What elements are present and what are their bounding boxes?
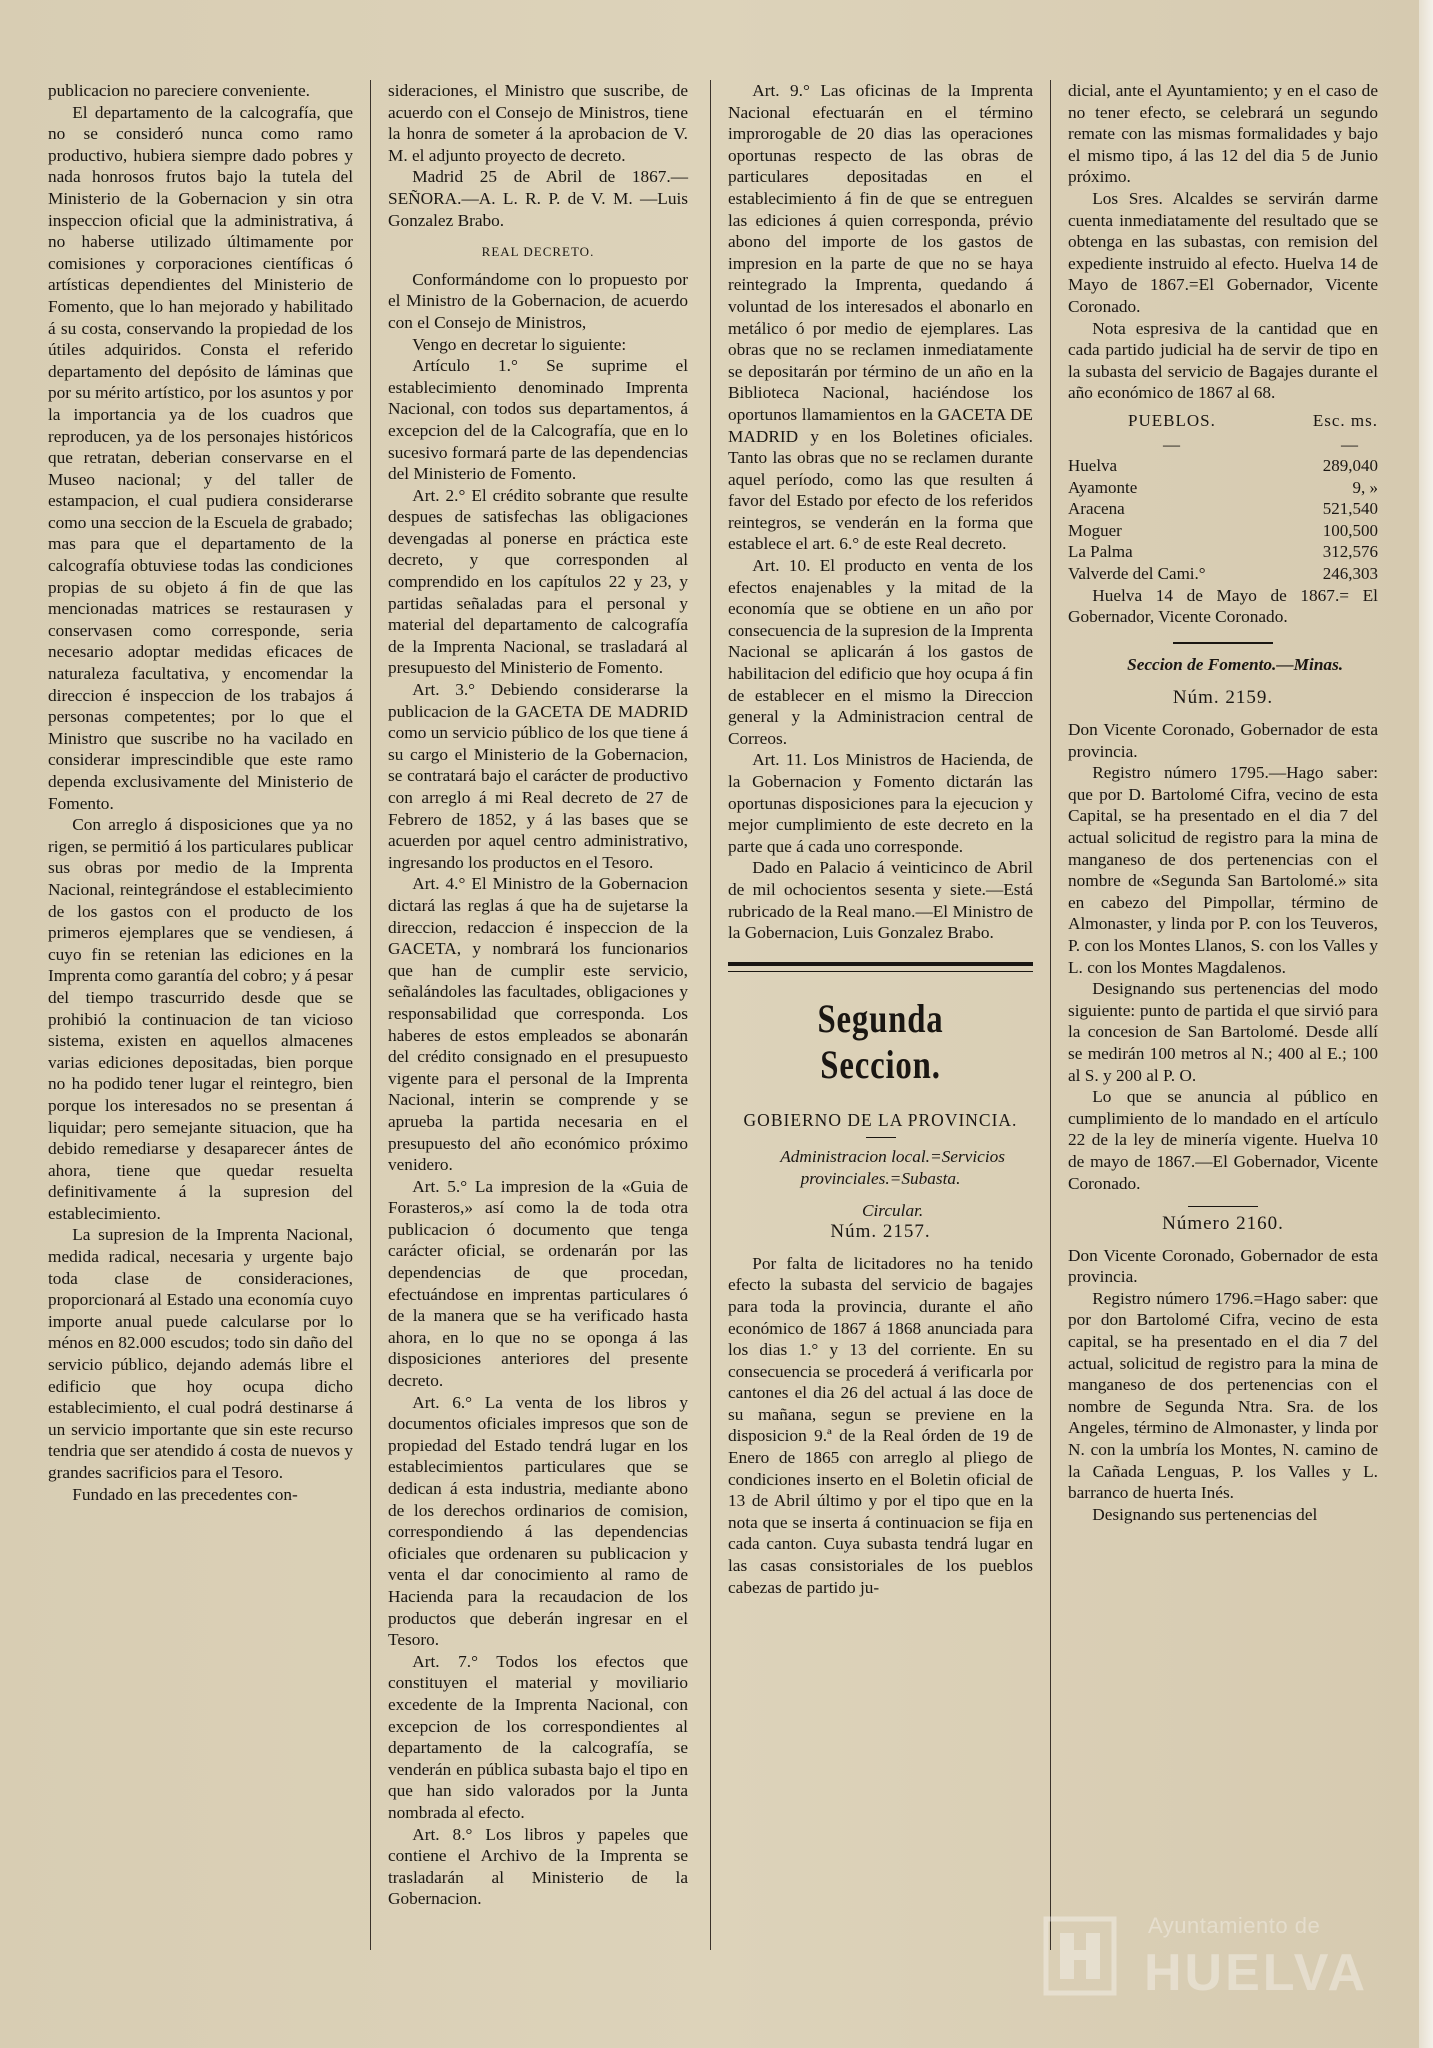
gobierno-heading: GOBIERNO DE LA PROVINCIA. xyxy=(743,1109,1018,1130)
article-7: Art. 7.° Todos los efectos que constituyen el material y moviliario excedente de la Imprenta Nacional, con excepcion de los correspondientes al departamento de la calcografía, se venderán en pública subasta bajo el tipo en que han sido valorados por la Junta nombrada al efecto. xyxy=(388,1651,688,1822)
table-row xyxy=(1068,455,1378,477)
paragraph: Dado en Palacio á veinticinco de Abril de mil ochocientos sesenta y siete.—Está rubricado de la Real mano.—El Ministro de la Gobernacion, Luis Gonzalez Brabo. xyxy=(728,858,1033,943)
paragraph: Designando sus pertenencias del modo siguiente: punto de partida el que sirvió para la concesion de San Bartolomé. Desde allí se medirán 100 metros al N.; 400 al E.; 100 al S. y 200 al P. O. xyxy=(1068,979,1378,1085)
paragraph: publicacion no pareciere conveniente. xyxy=(48,81,310,100)
pueblo-name: Aracena xyxy=(1068,499,1125,519)
paragraph: dicial, ante el Ayuntamiento; y en el caso de no tener efecto, se celebrará un segundo remate con las mismas formalidades y bajo el mismo tipo, á las 12 del dia 5 de Junio próximo. xyxy=(1068,81,1378,187)
article-1: Artículo 1.° Se suprime el establecimiento denominado Imprenta Nacional, con todos sus departamentos, á excepcion del de la Calcografía, que en lo sucesivo formará parte de las dependencias del Ministerio de Fomento. xyxy=(388,356,688,484)
admin-subheading: Administracion local.=Servicios provinciales.=Subasta. xyxy=(780,1147,1005,1188)
article-8: Art. 8.° Los libros y papeles que contiene el Archivo de la Imprenta se trasladarán al Ministerio de la Gobernacion. xyxy=(388,1824,688,1909)
table-dash: — xyxy=(1163,434,1180,454)
pueblo-name: Moguer xyxy=(1068,520,1122,540)
table-row xyxy=(1068,520,1378,542)
article-9: Art. 9.° Las oficinas de la Imprenta Nacional efectuarán en el término improrogable de 20 dias las operaciones oportunas respecto de las obras de particulares depositadas en el establecimiento á fin de que se entreguen las ediciones á quien corresponda, prévio abono del importe de los gastos de impresion en la parte de que no se haya reintegrado la Imprenta, quedando á voluntad de los interesados el abonarlo en metálico ó por medio de ejemplares. Las obras que no se reclamen inmediatamente se depositarán por término de un año en la Biblioteca Nacional, haciéndose los oportunos llamamientos en la GACETA DE MADRID y en los Boletines oficiales. Tanto las obras que no se reclamen durante aquel período, como las que resulten á favor del Estado por efecto de los referidos reintegros, se venderán en la forma que establece el art. 6.° de este Real decreto. xyxy=(728,81,1033,554)
watermark-line2: HUELVA xyxy=(1144,1944,1369,2002)
article-11: Art. 11. Los Ministros de Hacienda, de la Gobernacion y Fomento dictarán las oportunas disposiciones para la ejecucion y mejor cumplimiento de este decreto en la parte que á cada uno corresponde. xyxy=(728,750,1033,856)
short-divider xyxy=(1173,642,1273,644)
pueblos-table xyxy=(1068,404,1378,585)
article-4: Art. 4.° El Ministro de la Gobernacion dictará las reglas á que ha de sujetarse la direccion, redaccion é inspeccion de la GACETA, y nombrará los funcionarios que han de cumplir este servicio, señalándoles las facultades, obligaciones y responsabilidad que corresponda. Los haberes de estos empleados se abonarán del crédito consignado en el presupuesto vigente para el personal de la Imprenta Nacional, interin se comprende y se aprueba la partida necesaria en el presupuesto del año económico próximo venidero. xyxy=(388,874,688,1175)
section-divider xyxy=(728,962,1033,972)
short-divider xyxy=(866,1137,896,1138)
archive-watermark xyxy=(1040,1905,1370,2005)
table-row xyxy=(1068,498,1378,520)
paragraph: Los Sres. Alcaldes se servirán darme cuenta inmediatamente del resultado que se obtenga en las subastas, con remision del expediente instruido al efecto. Huelva 14 de Mayo de 1867.=El Gobernador, Vicente Coronado. xyxy=(1068,188,1378,316)
column-3 xyxy=(728,80,1033,1598)
table-header-escudos: Esc. ms. xyxy=(1312,410,1378,430)
table-row xyxy=(1068,541,1378,563)
real-decreto-heading: REAL DECRETO. xyxy=(481,244,595,260)
paragraph: Designando sus pertenencias del xyxy=(1092,1504,1318,1524)
pueblo-name: Ayamonte xyxy=(1068,477,1138,497)
paragraph: Conformándome con lo propuesto por el Ministro de la Gobernacion, de acuerdo con el Consejo de Ministros, xyxy=(388,269,688,332)
column-1 xyxy=(48,80,353,1505)
pueblo-value: 521,540 xyxy=(1322,499,1378,519)
paragraph: Registro número 1795.—Hago saber: que por D. Bartolomé Cifra, vecino de esta Capital, se ha presentado en el dia 7 del actual solicitud de registro para la mina de manganeso de dos pertenencias con el nombre de «Segunda San Bartolomé.» sita en cabezo del Pimpollar, término de Almonaster, y linda por P. con los Teuveros, P. con los Montes Llanos, S. con los Valles y L. con los Montes Magdalenos. xyxy=(1068,763,1378,977)
fomento-subheading: Seccion de Fomento.—Minas. xyxy=(1127,654,1344,674)
circular-label: Circular. xyxy=(861,1200,924,1220)
article-6: Art. 6.° La venta de los libros y documentos oficiales impresos que son de propiedad del Estado tendrá lugar en los establecimientos particulares que se dedican á esta industria, mediante abono de los derechos ordinarios de comision, correspondiendo á las dependencias oficiales que ordenaren su publicacion y venta el dar conocimiento al ramo de Hacienda para la recaudacion de los productos que deberán ingresar en el Tesoro. xyxy=(388,1392,688,1650)
paragraph: El departamento de la calcografía, que no se consideró nunca como ramo productivo, hubiera siempre dado pobres y nada honrosos frutos bajo la tutela del Ministerio de la Gobernacion y sin otra inspeccion oficial que la administrativa, á no haberse utilizado últimamente por comisiones y corporaciones científicas ó artísticas dependientes del Ministerio de Fomento, que lo han mejorado y habilitado á su costa, conservando la propiedad de los útiles adquiridos. Consta el referido departamento del depósito de láminas que por su mérito artístico, por los asuntos y por la importancia ya de los cuadros que reproducen, ya de los personajes históricos que retratan, deberian conservarse en el Museo nacional; y del taller de estampacion, el cual pudiera considerarse como una seccion de la Escuela de grabado; mas para que el departamento de la calcografía obtuviese todas las condiciones propias de su objeto á fin de que las mencionadas matrices se restaurasen y conservasen como corresponde, seria necesario adoptar medidas eficaces de naturaleza facultativa, y encomendar la direccion é inspeccion de los trabajos á personas competentes; por lo que el Ministro que suscribe no ha vacilado en considerar imprescindible que este ramo dependa exclusivamente del Ministerio de Fomento. xyxy=(48,102,353,813)
page-edge xyxy=(1419,0,1433,2048)
article-5: Art. 5.° La impresion de la «Guia de Forasteros,» así como la de toda otra publicacion ó documento que tenga carácter oficial, se ordenarán por las dependencias de que procedan, efectuándose en imprentas particulares ó de la manera que se ha verificado hasta ahora, en lo que no se oponga á las disposiciones anteriores del presente decreto. xyxy=(388,1176,688,1391)
paragraph: Vengo en decretar lo siguiente: xyxy=(412,334,627,354)
paragraph: Nota espresiva de la cantidad que en cada partido judicial ha de servir de tipo en la subasta del servicio de Bagajes durante el año económico de 1867 al 68. xyxy=(1068,318,1378,403)
column-rule xyxy=(710,80,711,1950)
article-3: Art. 3.° Debiendo considerarse la publicacion de la GACETA DE MADRID como un servicio público de los que tiene á su cargo el Ministerio de la Gobernacion, se contratará bajo el carácter de productivo con arreglo á mi Real decreto de 27 de Febrero de 1852, y á las bases que se acuerden por aquel centro administrativo, ingresando los productos en el Tesoro. xyxy=(388,680,688,872)
pueblo-name: Huelva xyxy=(1068,456,1118,476)
short-divider xyxy=(1188,1206,1258,1207)
pueblo-value: 9, » xyxy=(1352,477,1378,497)
paragraph: Por falta de licitadores no ha tenido efecto la subasta del servicio de bagajes para toda la provincia, durante el año económico de 1867 á 1868 anunciada para los dias 1.° y 13 del corriente. En su consecuencia se procederá á verificarla por cantones el dia 26 del actual á las doce de su mañana, segun se previene en la disposicion 9.ª de la Real órden de 19 de Enero de 1865 con arreglo al pliego de condiciones inserto en el Boletin oficial de 13 de Abril último y por el tipo que en la nota que se inserta á continuacion se fija en cada canton. Cuya subasta tendrá lugar en las casas consistoriales de los pueblos cabezas de partido ju- xyxy=(728,1253,1033,1597)
number-heading: Núm. 2159. xyxy=(1172,687,1274,709)
pueblo-name: La Palma xyxy=(1068,542,1133,562)
paragraph: Don Vicente Coronado, Gobernador de esta provincia. xyxy=(1068,720,1378,761)
pueblo-value: 289,040 xyxy=(1322,456,1378,476)
column-4 xyxy=(1068,80,1378,1525)
article-2: Art. 2.° El crédito sobrante que resulte despues de satisfechas las obligaciones devengadas al ponerse en práctica este decreto, y que corresponden al comprendido en los capítulos 22 y 23, y partidas señaladas para el personal y material del departamento de calcografía de la Imprenta Nacional, se trasladará al presupuesto del Ministerio de Fomento. xyxy=(388,485,688,678)
number-heading: Núm. 2157. xyxy=(830,1221,931,1243)
table-dash: — xyxy=(1341,434,1358,454)
article-10: Art. 10. El producto en venta de los efectos enajenables y la mitad de la economía que se obtiene en un año por consecuencia de la supresion de la Imprenta Nacional se aplicarán á los gastos de habilitacion del edificio que hoy ocupa á fin de establecer en el mismo la Direccion general y la Administracion central de Correos. xyxy=(728,556,1033,748)
table-row xyxy=(1068,477,1378,499)
watermark-line1: Ayuntamiento de xyxy=(1148,1913,1321,1938)
paragraph: Fundado en las precedentes con- xyxy=(72,1484,298,1504)
table-header-pueblos: PUEBLOS. xyxy=(1128,410,1216,430)
column-rule xyxy=(370,80,371,1950)
huelva-city-emblem-icon xyxy=(1040,1913,1120,1999)
number-heading: Número 2160. xyxy=(1162,1213,1284,1235)
paragraph: Registro número 1796.=Hago saber: que por don Bartolomé Cifra, vecino de esta capital, se ha presentado en el dia 7 del actual, solicitud de registro para la mina de manganeso de dos pertenencias con el nombre de Segunda Ntra. Sra. de los Angeles, término de Almonaster, y linda por N. con la umbría los Montes, N. camino de la Cañada Lenguas, P. los Valles y L. barranco de huerta Inés. xyxy=(1068,1288,1378,1503)
table-row xyxy=(1068,563,1378,585)
column-2 xyxy=(388,80,688,1910)
paragraph: Don Vicente Coronado, Gobernador de esta provincia. xyxy=(1068,1245,1378,1287)
paragraph: sideraciones, el Ministro que suscribe, de acuerdo con el Consejo de Ministros, tiene la honra de someter á la aprobacion de V. M. el adjunto proyecto de decreto. xyxy=(388,81,688,165)
pueblo-name: Valverde del Cami.° xyxy=(1068,564,1206,584)
paragraph: La supresion de la Imprenta Nacional, medida radical, necesaria y urgente bajo toda clase de consideraciones, proporcionará al Estado una economía cuyo importe anual puede calcularse por lo ménos en 82.000 escudos; todo sin daño del servicio público, dejando además libre el edificio que hoy ocupa dicho establecimiento, el cual podrá destinarse á un servicio importante que sin este recurso tendria que ser atendido á costa de nuevos y grandes sacrificios para el Tesoro. xyxy=(48,1225,353,1482)
pueblo-value: 312,576 xyxy=(1322,542,1378,562)
pueblo-value: 100,500 xyxy=(1322,520,1378,540)
paragraph: Madrid 25 de Abril de 1867.—SEÑORA.—A. L. R. P. de V. M. —Luis Gonzalez Brabo. xyxy=(388,167,688,230)
paragraph: Con arreglo á disposiciones que ya no rigen, se permitió á los particulares publicar sus obras por medio de la Imprenta Nacional, reintegrándose el establecimiento de los gastos con el producto de los primeros ejemplares que se vendiesen, á cuyo fin se retenian las ediciones en la Imprenta como garantía del cobro; y á pesar del tiempo trascurrido desde que se prohibió la continuacion de tan vicioso sistema, existen en aquellos almacenes varias ediciones depositadas, bien porque no ha podido tener lugar el reintegro, bien porque los interesados no se presentan á liquidar; pero semejante situacion, que ha debido remediarse y desaparecer ántes de ahora, tiene que quedar resuelta definitivamente á la supresion del establecimiento. xyxy=(48,815,353,1223)
pueblo-value: 246,303 xyxy=(1322,564,1378,584)
segunda-seccion-title: Segunda Seccion. xyxy=(817,995,944,1087)
paragraph: Huelva 14 de Mayo de 1867.= El Gobernador, Vicente Coronado. xyxy=(1068,585,1378,627)
column-rule xyxy=(1050,80,1051,1950)
paragraph: Lo que se anuncia al público en cumplimiento de lo mandado en el artículo 22 de la ley de minería vigente. Huelva 10 de mayo de 1867.—El Gobernador, Vicente Coronado. xyxy=(1068,1087,1378,1193)
